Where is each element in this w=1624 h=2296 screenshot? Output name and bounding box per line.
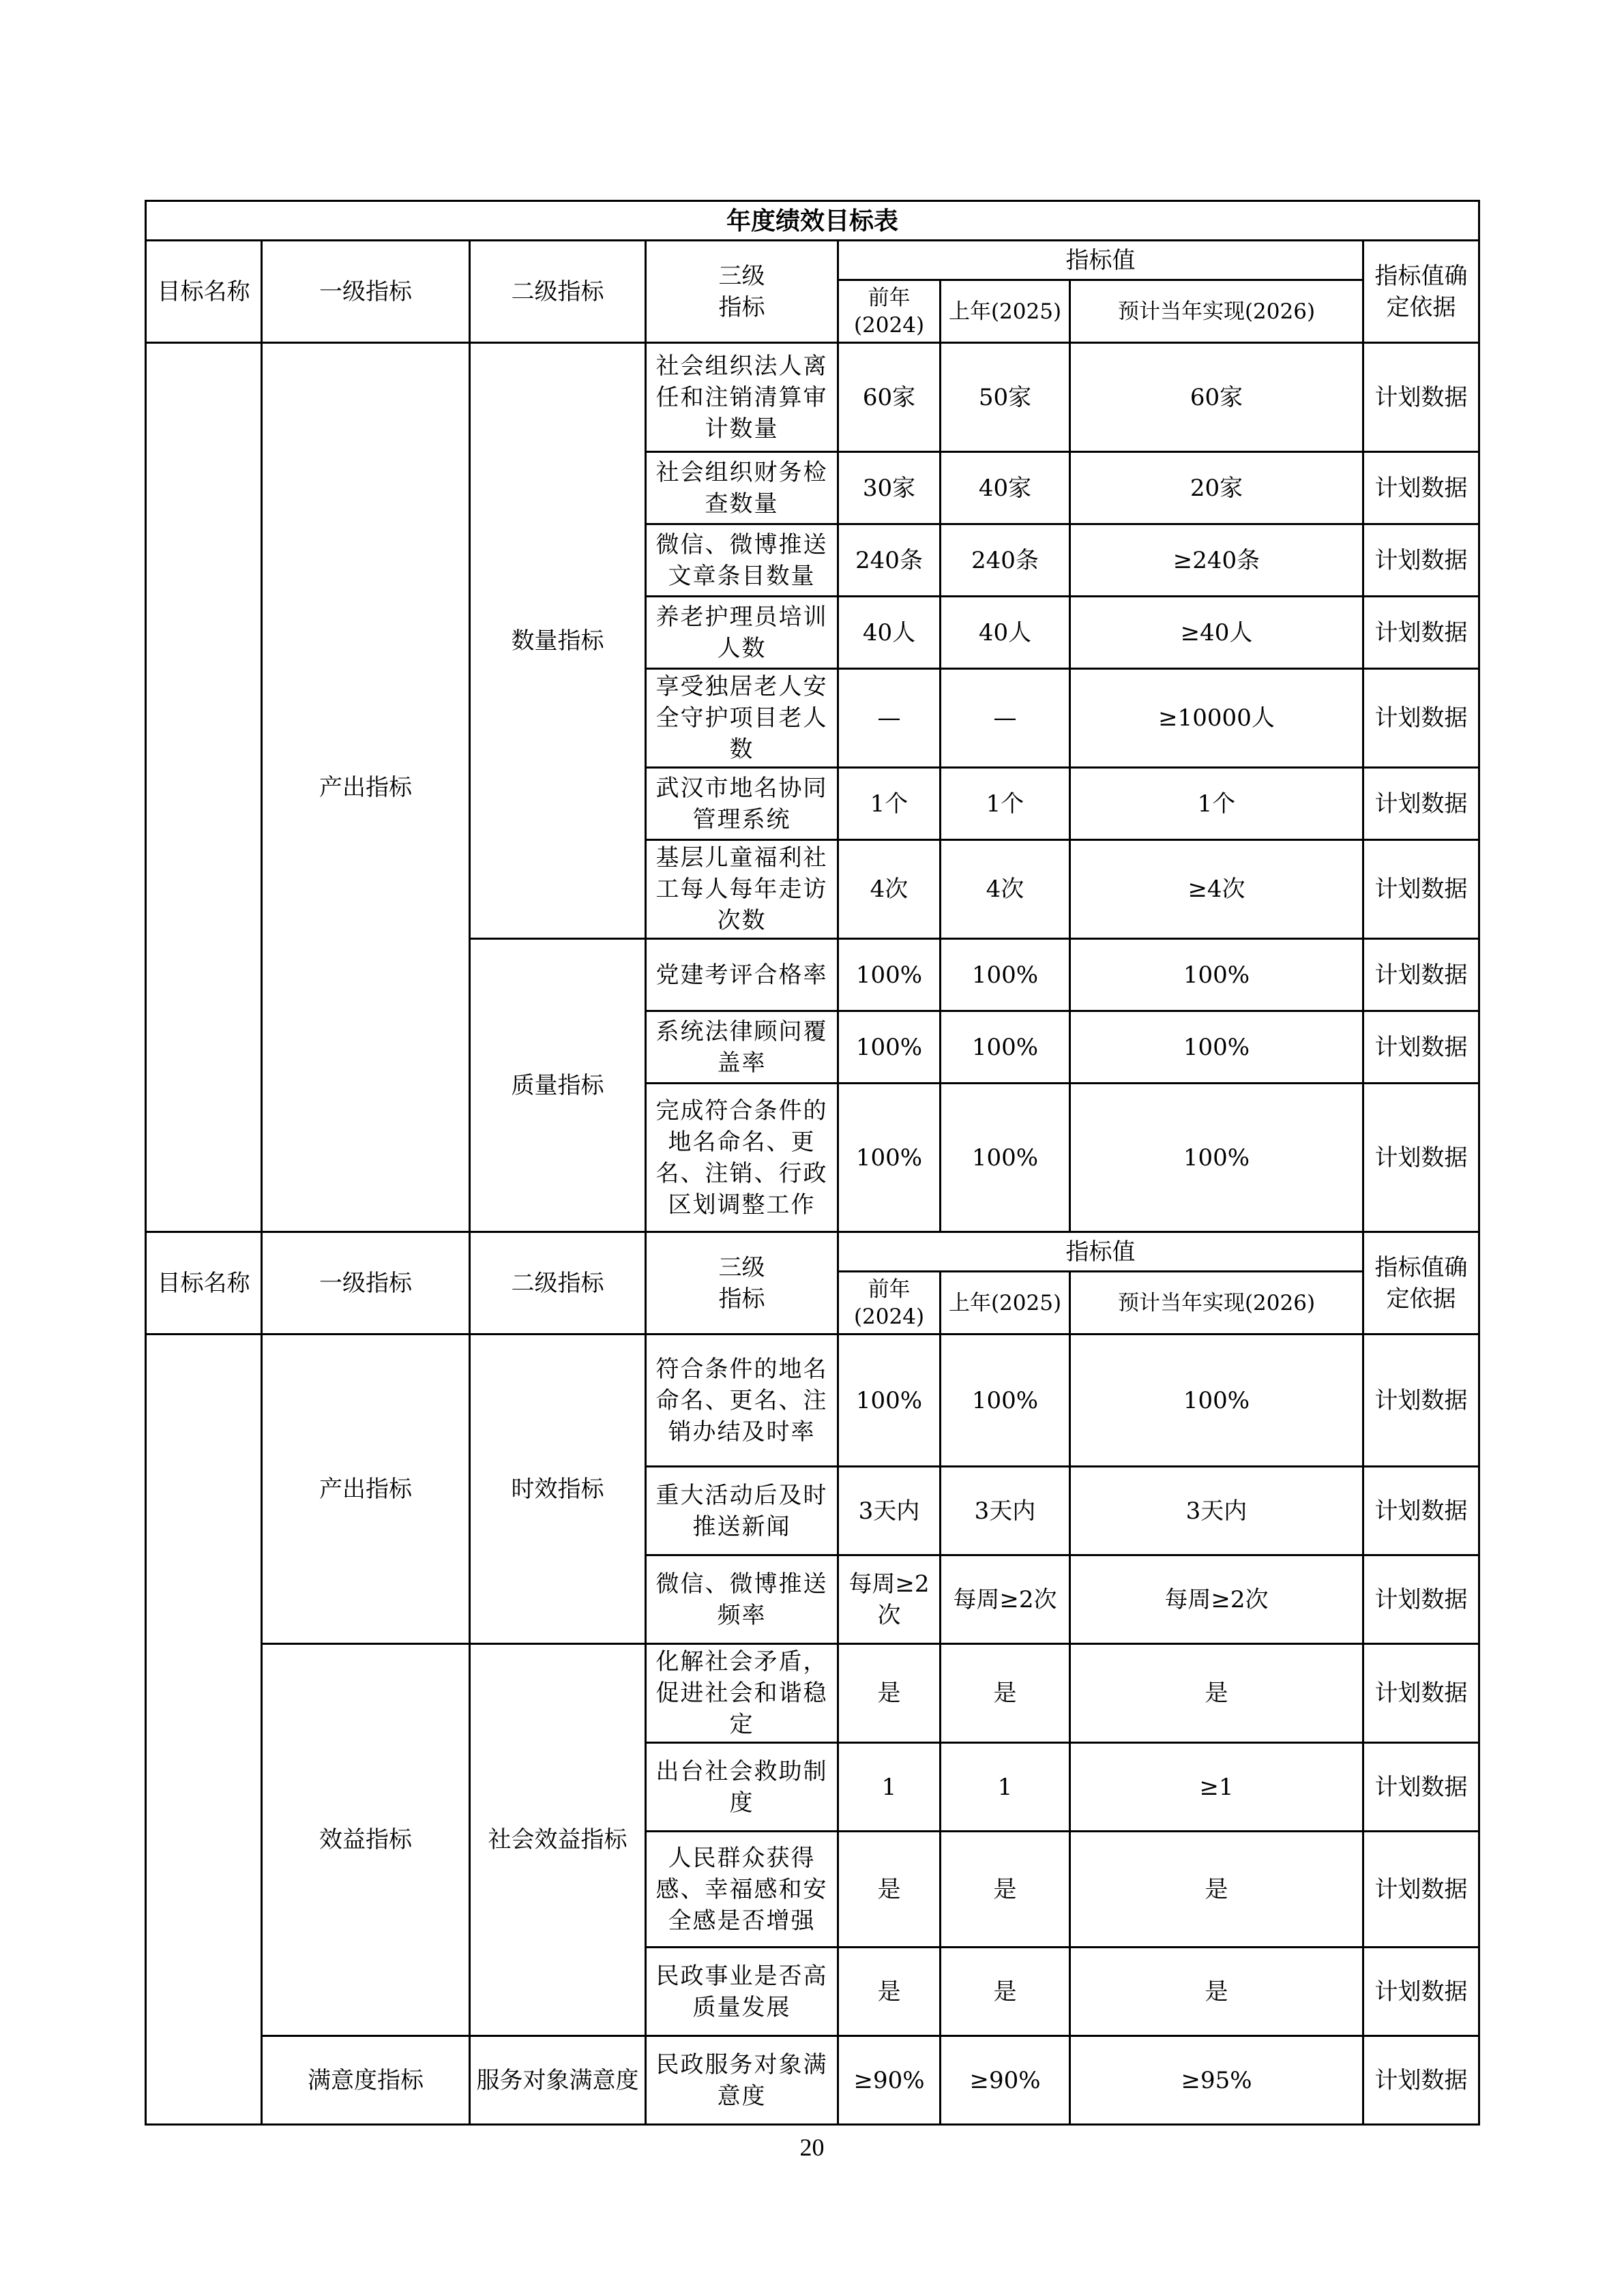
level3-cell: 微信、微博推送频率 (646, 1555, 838, 1644)
basis-cell: 计划数据 (1363, 1555, 1479, 1644)
basis-cell: 计划数据 (1363, 1084, 1479, 1232)
level1-cell: 产出指标 (262, 1335, 470, 1644)
expected-cell: 100% (1070, 1335, 1363, 1467)
level3-cell: 重大活动后及时推送新闻 (646, 1467, 838, 1555)
level1-cell: 满意度指标 (262, 2036, 470, 2125)
prev-year-cell: 3天内 (838, 1467, 941, 1555)
header-level3: 三级 指标 (646, 241, 838, 343)
target-name-cell (146, 1335, 262, 2125)
level3-cell: 系统法律顾问覆盖率 (646, 1011, 838, 1084)
level3-cell: 民政服务对象满意度 (646, 2036, 838, 2125)
level3-cell: 享受独居老人安全守护项目老人数 (646, 669, 838, 768)
expected-cell: 100% (1070, 1011, 1363, 1084)
performance-target-table (145, 200, 1480, 2126)
prev-year-cell: 60家 (838, 343, 941, 452)
expected-cell: ≥240条 (1070, 524, 1363, 597)
level3-cell: 养老护理员培训人数 (646, 597, 838, 669)
level3-cell: 人民群众获得感、幸福感和安全感是否增强 (646, 1832, 838, 1948)
level1-cell: 效益指标 (262, 1644, 470, 2036)
header-expected: 预计当年实现(2026) (1070, 1272, 1363, 1335)
header-prev-year: 前年 (2024) (838, 1272, 941, 1335)
level1-cell: 产出指标 (262, 343, 470, 1232)
level3-cell: 出台社会救助制度 (646, 1743, 838, 1832)
last-year-cell: — (941, 669, 1070, 768)
basis-cell: 计划数据 (1363, 1644, 1479, 1743)
target-name-cell (146, 343, 262, 1232)
header-level1: 一级指标 (262, 241, 470, 343)
header-target-name: 目标名称 (146, 241, 262, 343)
last-year-cell: 50家 (941, 343, 1070, 452)
level3-cell: 社会组织财务检查数量 (646, 452, 838, 524)
last-year-cell: 100% (941, 1011, 1070, 1084)
header-basis: 指标值确 定依据 (1363, 241, 1479, 343)
last-year-cell: ≥90% (941, 2036, 1070, 2125)
header-basis: 指标值确 定依据 (1363, 1232, 1479, 1335)
last-year-cell: 40家 (941, 452, 1070, 524)
header-level2: 二级指标 (470, 1232, 646, 1335)
last-year-cell: 4次 (941, 840, 1070, 939)
header-level1: 一级指标 (262, 1232, 470, 1335)
level3-cell: 党建考评合格率 (646, 939, 838, 1011)
basis-cell: 计划数据 (1363, 524, 1479, 597)
expected-cell: ≥10000人 (1070, 669, 1363, 768)
basis-cell: 计划数据 (1363, 840, 1479, 939)
expected-cell: 20家 (1070, 452, 1363, 524)
prev-year-cell: 100% (838, 1011, 941, 1084)
header-target-name: 目标名称 (146, 1232, 262, 1335)
prev-year-cell: 是 (838, 1832, 941, 1948)
header-level3: 三级 指标 (646, 1232, 838, 1335)
last-year-cell: 3天内 (941, 1467, 1070, 1555)
level3-cell: 社会组织法人离任和注销清算审计数量 (646, 343, 838, 452)
level3-cell: 基层儿童福利社工每人每年走访次数 (646, 840, 838, 939)
basis-cell: 计划数据 (1363, 1335, 1479, 1467)
header-prev-year: 前年 (2024) (838, 280, 941, 343)
prev-year-cell: 30家 (838, 452, 941, 524)
header-indicator-value: 指标值 (838, 241, 1363, 280)
last-year-cell: 40人 (941, 597, 1070, 669)
expected-cell: 是 (1070, 1644, 1363, 1743)
level3-cell: 武汉市地名协同管理系统 (646, 768, 838, 840)
level2-cell: 社会效益指标 (470, 1644, 646, 2036)
prev-year-cell: 4次 (838, 840, 941, 939)
level2-cell: 服务对象满意度 (470, 2036, 646, 2125)
expected-cell: 每周≥2次 (1070, 1555, 1363, 1644)
level2-cell: 质量指标 (470, 939, 646, 1232)
basis-cell: 计划数据 (1363, 1011, 1479, 1084)
expected-cell: ≥40人 (1070, 597, 1363, 669)
basis-cell: 计划数据 (1363, 2036, 1479, 2125)
prev-year-cell: 40人 (838, 597, 941, 669)
expected-cell: 1个 (1070, 768, 1363, 840)
last-year-cell: 100% (941, 939, 1070, 1011)
prev-year-cell: 1 (838, 1743, 941, 1832)
last-year-cell: 1个 (941, 768, 1070, 840)
last-year-cell: 100% (941, 1084, 1070, 1232)
basis-cell: 计划数据 (1363, 452, 1479, 524)
expected-cell: 100% (1070, 939, 1363, 1011)
level3-cell: 完成符合条件的地名命名、更名、注销、行政区划调整工作 (646, 1084, 838, 1232)
last-year-cell: 是 (941, 1644, 1070, 1743)
basis-cell: 计划数据 (1363, 768, 1479, 840)
prev-year-cell: 240条 (838, 524, 941, 597)
prev-year-cell: 100% (838, 939, 941, 1011)
header-level2: 二级指标 (470, 241, 646, 343)
basis-cell: 计划数据 (1363, 597, 1479, 669)
level3-cell: 微信、微博推送文章条目数量 (646, 524, 838, 597)
prev-year-cell: 是 (838, 1644, 941, 1743)
prev-year-cell: 100% (838, 1084, 941, 1232)
level2-cell: 数量指标 (470, 343, 646, 939)
prev-year-cell: 每周≥2次 (838, 1555, 941, 1644)
level3-cell: 民政事业是否高质量发展 (646, 1948, 838, 2036)
expected-cell: ≥1 (1070, 1743, 1363, 1832)
last-year-cell: 100% (941, 1335, 1070, 1467)
last-year-cell: 240条 (941, 524, 1070, 597)
prev-year-cell: 是 (838, 1948, 941, 2036)
last-year-cell: 是 (941, 1948, 1070, 2036)
header-indicator-value: 指标值 (838, 1232, 1363, 1272)
prev-year-cell: 1个 (838, 768, 941, 840)
basis-cell: 计划数据 (1363, 1467, 1479, 1555)
prev-year-cell: — (838, 669, 941, 768)
header-expected: 预计当年实现(2026) (1070, 280, 1363, 343)
expected-cell: 100% (1070, 1084, 1363, 1232)
basis-cell: 计划数据 (1363, 1743, 1479, 1832)
level3-cell: 符合条件的地名命名、更名、注销办结及时率 (646, 1335, 838, 1467)
expected-cell: ≥95% (1070, 2036, 1363, 2125)
prev-year-cell: ≥90% (838, 2036, 941, 2125)
basis-cell: 计划数据 (1363, 669, 1479, 768)
last-year-cell: 每周≥2次 (941, 1555, 1070, 1644)
last-year-cell: 1 (941, 1743, 1070, 1832)
last-year-cell: 是 (941, 1832, 1070, 1948)
expected-cell: 3天内 (1070, 1467, 1363, 1555)
expected-cell: 是 (1070, 1832, 1363, 1948)
level2-cell: 时效指标 (470, 1335, 646, 1644)
expected-cell: 60家 (1070, 343, 1363, 452)
expected-cell: ≥4次 (1070, 840, 1363, 939)
header-last-year: 上年(2025) (941, 280, 1070, 343)
basis-cell: 计划数据 (1363, 343, 1479, 452)
basis-cell: 计划数据 (1363, 939, 1479, 1011)
prev-year-cell: 100% (838, 1335, 941, 1467)
level3-cell: 化解社会矛盾，促进社会和谐稳定 (646, 1644, 838, 1743)
table-title: 年度绩效目标表 (146, 201, 1479, 241)
expected-cell: 是 (1070, 1948, 1363, 2036)
page-number: 20 (799, 2134, 825, 2161)
basis-cell: 计划数据 (1363, 1948, 1479, 2036)
basis-cell: 计划数据 (1363, 1832, 1479, 1948)
header-last-year: 上年(2025) (941, 1272, 1070, 1335)
